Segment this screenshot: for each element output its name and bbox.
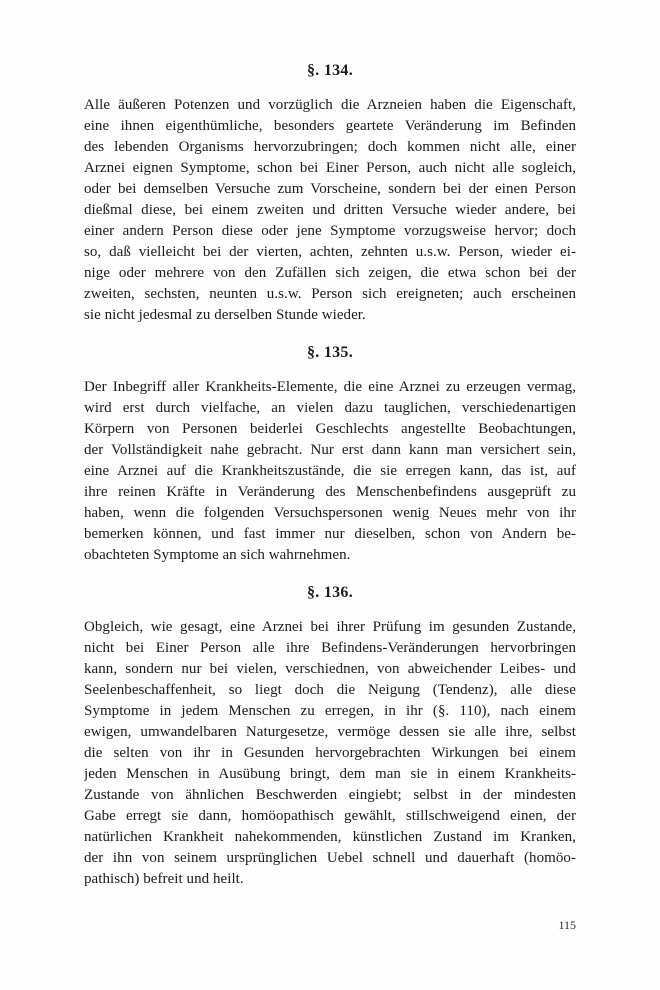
section xyxy=(84,342,576,566)
text-line: der ihn von seinem ursprünglichen Uebel schnell und dauerhaft (homöo- xyxy=(84,850,576,866)
text-line: kann, sondern nur bei vielen, verschiednen, von abweichender Leibes- und xyxy=(84,661,576,677)
text-line: ihre reinen Kräfte in Veränderung des Menschenbefindens ausgeprüft zu xyxy=(84,484,576,500)
text-line: obachteten Symptome an sich wahrnehmen. xyxy=(84,547,351,563)
text-line: Alle äußeren Potenzen und vorzüglich die Arzneien haben die Eigenschaft, xyxy=(84,97,576,113)
text-line: jeden Menschen in Ausübung bringt, dem man sie in einem Krankheits- xyxy=(84,766,576,782)
text-line: der Vollständigkeit nahe gebracht. Nur erst dann kann man versichert sein, xyxy=(84,442,576,458)
section-heading: §. 135. xyxy=(306,344,354,361)
text-line: nige oder mehrere von den Zufällen sich zeigen, die etwa schon bei der xyxy=(84,265,576,281)
text-line: Symptome in jedem Menschen zu erregen, in ihr (§. 110), nach einem xyxy=(84,703,576,719)
text-line: eine Arznei auf die Krankheitszustände, die sie erregen kann, das ist, auf xyxy=(84,463,576,479)
text-line: sie nicht jedesmal zu derselben Stunde wieder. xyxy=(84,307,366,323)
page-number: 115 xyxy=(558,918,576,932)
text-line: nicht bei Einer Person alle ihre Befindens-Veränderungen hervorbringen xyxy=(84,640,576,656)
text-line: die selten von ihr in Gesunden hervorgebrachten Wirkungen bei einem xyxy=(84,745,576,761)
section-paragraph xyxy=(84,95,576,326)
text-line: einer andern Person diese oder jene Symptome vorzugsweise hervor; doch xyxy=(84,223,576,239)
text-line: zweiten, sechsten, neunten u.s.w. Person sich ereigneten; auch erscheinen xyxy=(84,286,576,302)
text-line: natürlichen Krankheit nahekommenden, künstlichen Zustand im Kranken, xyxy=(84,829,576,845)
text-line: Obgleich, wie gesagt, eine Arznei bei ihrer Prüfung im gesunden Zustande, xyxy=(84,619,576,635)
text-line: dießmal diese, bei einem zweiten und dritten Versuche wieder andere, bei xyxy=(84,202,576,218)
text-line: haben, wenn die folgenden Versuchspersonen wenig Neues mehr von ihr xyxy=(84,505,576,521)
text-line: bemerken können, und fast immer nur dieselben, schon von Andern be- xyxy=(84,526,576,542)
text-line: so, daß vielleicht bei der vierten, achten, zehnten u.s.w. Person, wieder ei- xyxy=(84,244,576,260)
section xyxy=(84,582,576,890)
page-content xyxy=(84,60,576,890)
text-line: Der Inbegriff aller Krankheits-Elemente, die eine Arznei zu erzeugen vermag, xyxy=(84,379,576,395)
text-line: pathisch) befreit und heilt. xyxy=(84,871,244,887)
text-line: Seelenbeschaffenheit, so liegt doch die Neigung (Tendenz), alle diese xyxy=(84,682,576,698)
text-line: Gabe erregt sie dann, homöopathisch gewählt, stillschweigend einen, der xyxy=(84,808,576,824)
section-paragraph xyxy=(84,617,576,890)
text-line: Körpern von Personen beiderlei Geschlechts angestellte Beobachtungen, xyxy=(84,421,576,437)
section-paragraph xyxy=(84,377,576,566)
text-line: eine ihnen eigenthümliche, besonders geartete Veränderung im Befinden xyxy=(84,118,576,134)
text-line: Arznei eignen Symptome, schon bei Einer Person, auch nicht alle sogleich, xyxy=(84,160,576,176)
section xyxy=(84,60,576,326)
text-line: des lebenden Organisms hervorzubringen; doch kommen nicht alle, einer xyxy=(84,139,576,155)
text-line: wird erst durch vielfache, an vielen dazu tauglichen, verschiedenartigen xyxy=(84,400,576,416)
section-heading: §. 136. xyxy=(306,584,354,601)
text-line: oder bei demselben Versuche zum Vorscheine, sondern bei der einen Person xyxy=(84,181,576,197)
text-line: ewigen, umwandelbaren Naturgesetze, vermöge dessen sie alle ihre, selbst xyxy=(84,724,576,740)
section-heading: §. 134. xyxy=(306,62,354,79)
text-line: Zustande von ähnlichen Beschwerden eingiebt; selbst in der mindesten xyxy=(84,787,576,803)
